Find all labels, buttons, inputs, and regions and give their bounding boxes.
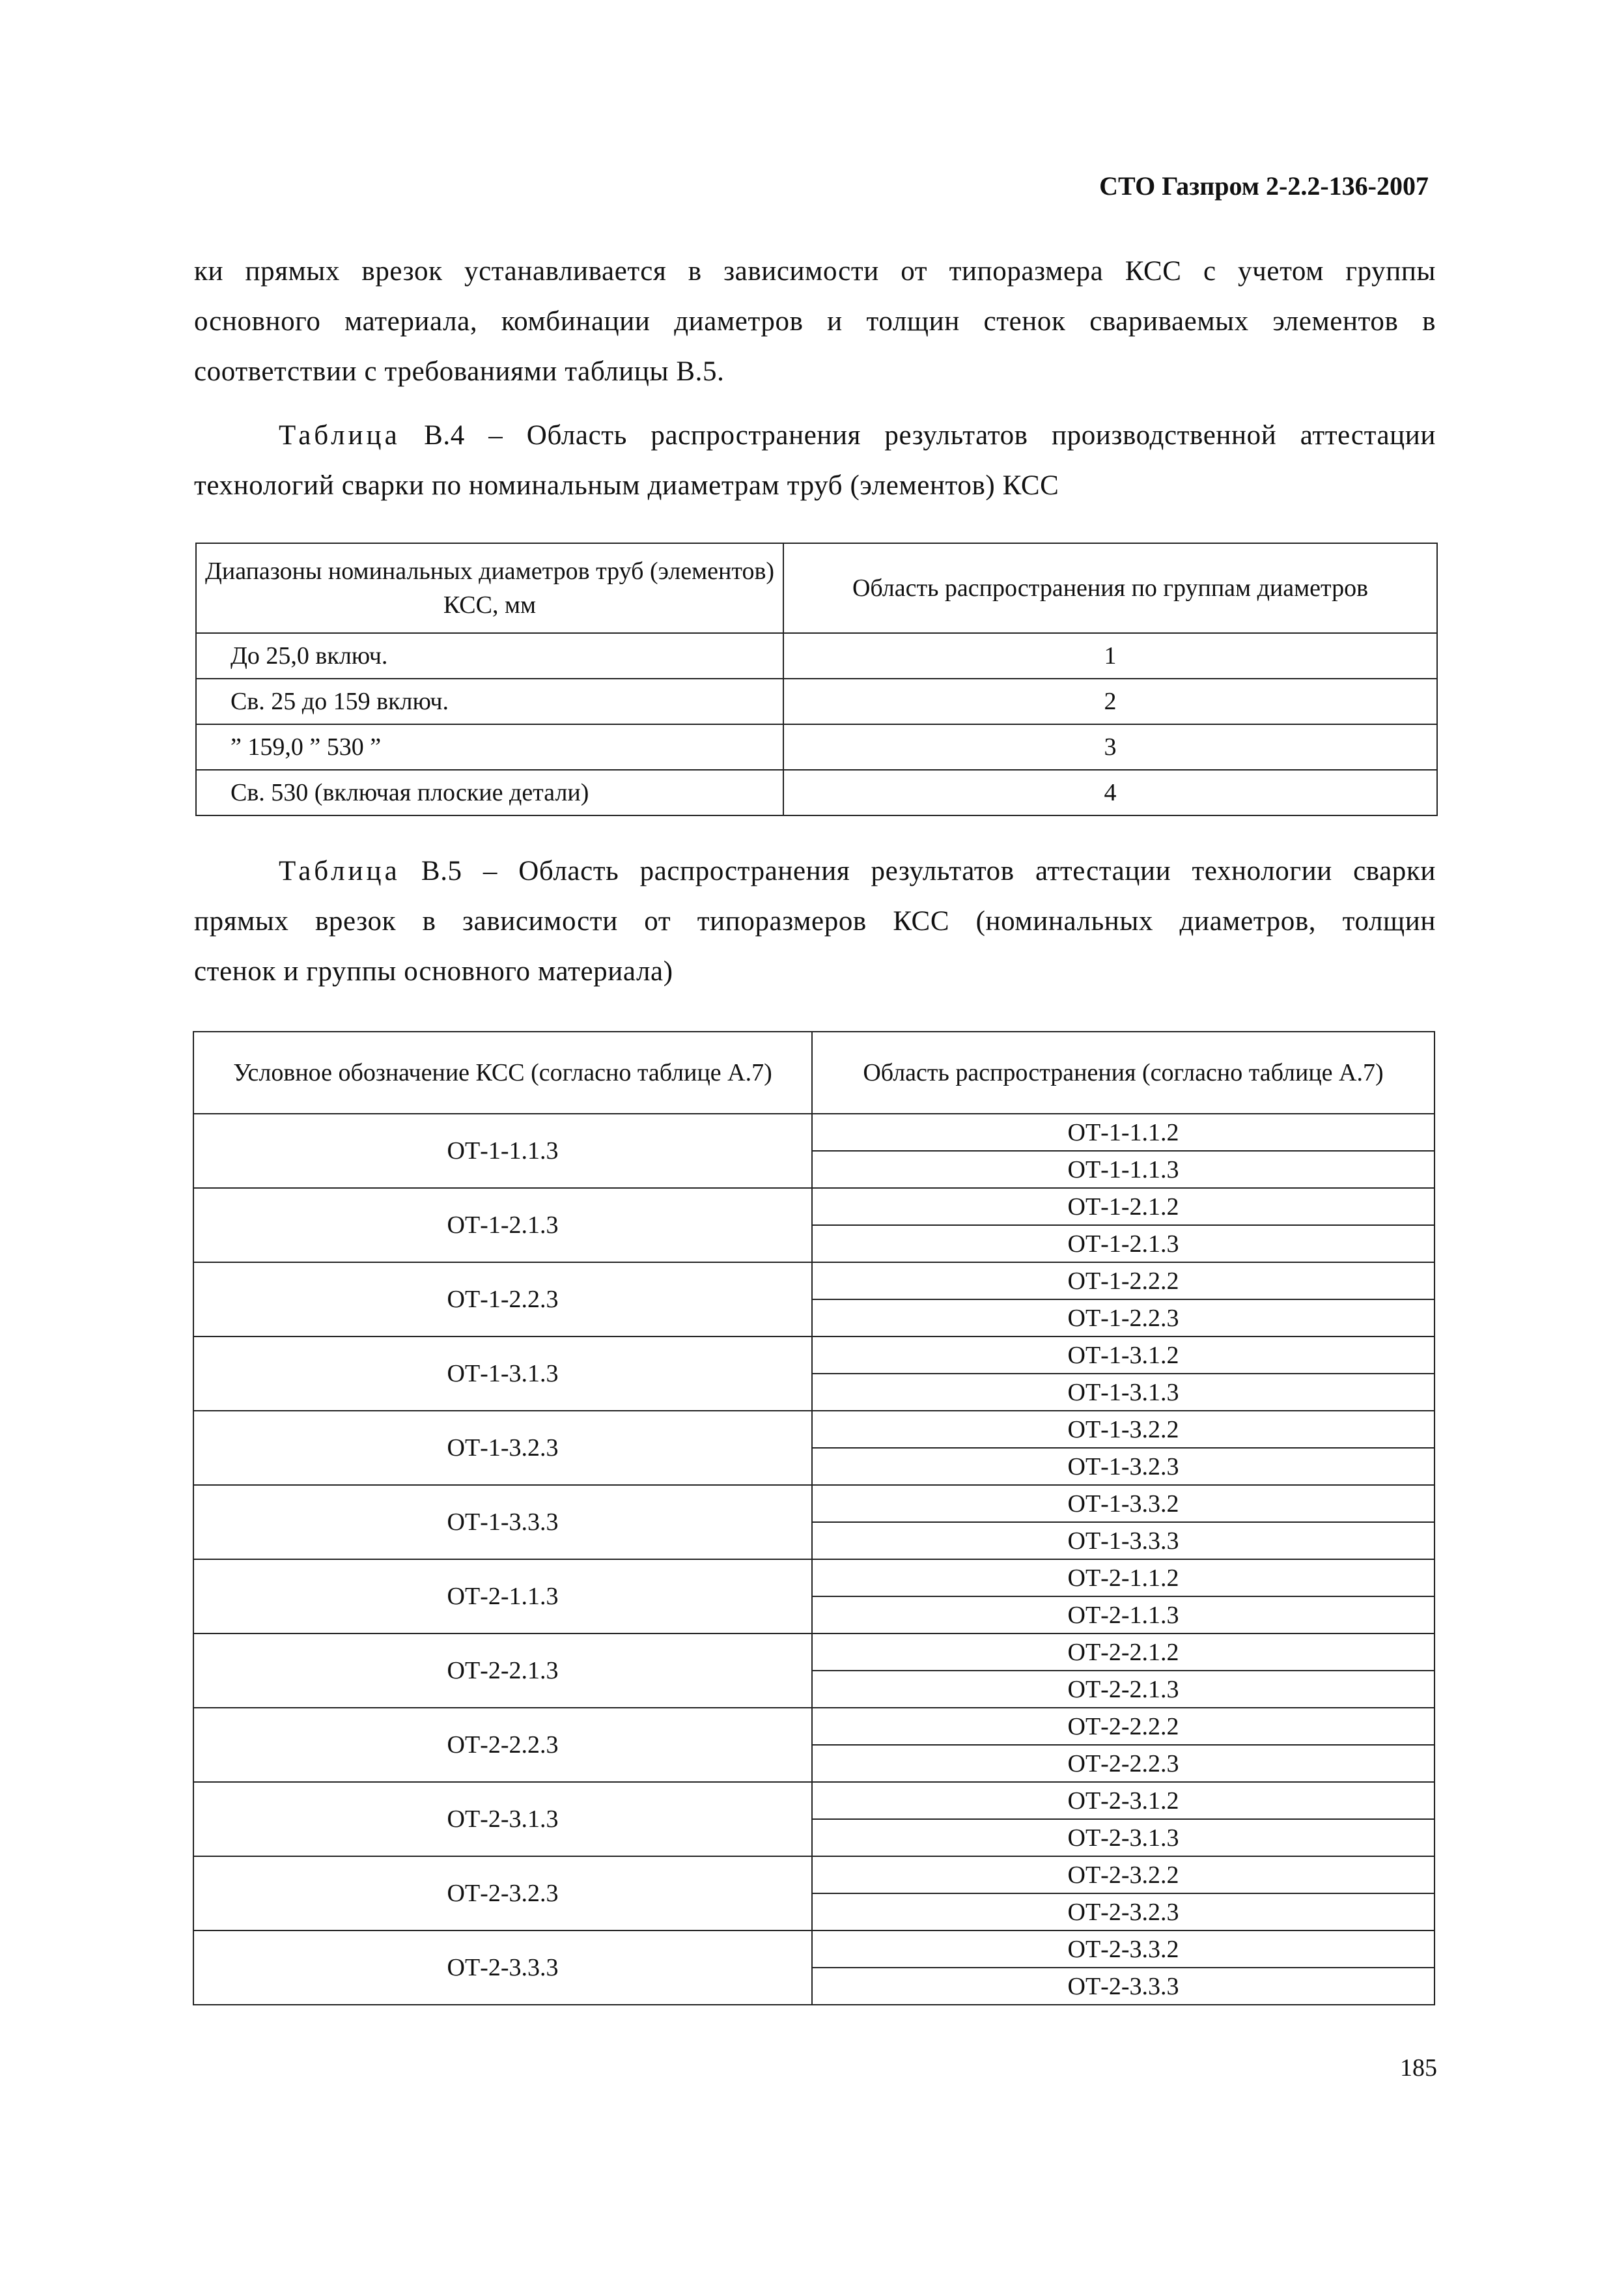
code-cell: ОТ-2-3.1.3: [193, 1782, 812, 1856]
scope-cell: ОТ-1-3.3.2: [812, 1485, 1435, 1522]
group-cell: 1: [783, 633, 1437, 679]
table-b4: [195, 543, 1438, 816]
table-row: [193, 1114, 1435, 1151]
range-cell: ” 159,0 ” 530 ”: [196, 724, 783, 770]
table-row: [193, 1856, 1435, 1893]
scope-cell: ОТ-2-3.2.2: [812, 1856, 1435, 1893]
intro-line: ки прямых врезок устанавливается в зависимости от типоразмера КСС с учетом группы: [194, 256, 1436, 287]
group-cell: 4: [783, 770, 1437, 815]
code-cell: ОТ-2-3.3.3: [193, 1930, 812, 2005]
table-b5-caption: [194, 846, 1436, 997]
scope-cell: ОТ-1-1.1.2: [812, 1114, 1435, 1151]
caption-line: [194, 410, 1436, 460]
code-cell: ОТ-2-2.2.3: [193, 1708, 812, 1782]
table-row: [193, 1708, 1435, 1745]
code-cell: ОТ-2-1.1.3: [193, 1559, 812, 1634]
table-row: [196, 679, 1437, 724]
code-cell: ОТ-1-2.1.3: [193, 1188, 812, 1262]
scope-cell: ОТ-1-1.1.3: [812, 1151, 1435, 1188]
scope-cell: ОТ-1-3.1.2: [812, 1336, 1435, 1374]
code-cell: ОТ-1-3.2.3: [193, 1411, 812, 1485]
table-row: [193, 1188, 1435, 1225]
scope-cell: ОТ-1-2.1.2: [812, 1188, 1435, 1225]
range-cell: Св. 530 (включая плоские детали): [196, 770, 783, 815]
table-row: [193, 1485, 1435, 1522]
column-header-code: Условное обозначение КСС (согласно таблице А.7): [193, 1032, 812, 1114]
column-header-scope: Область распространения по группам диаметров: [783, 543, 1437, 633]
scope-cell: ОТ-2-1.1.2: [812, 1559, 1435, 1596]
column-header-ranges: Диапазоны номинальных диаметров труб (элементов) КСС, мм: [196, 543, 783, 633]
caption-label: Таблица: [279, 420, 400, 451]
table-row: [193, 1411, 1435, 1448]
code-cell: ОТ-1-2.2.3: [193, 1262, 812, 1336]
table-header-row: [196, 543, 1437, 633]
scope-cell: ОТ-2-3.3.3: [812, 1968, 1435, 2005]
group-cell: 3: [783, 724, 1437, 770]
caption-line: [194, 846, 1436, 896]
range-cell: До 25,0 включ.: [196, 633, 783, 679]
table-row: [193, 1559, 1435, 1596]
column-header-scope: Область распространения (согласно таблице А.7): [812, 1032, 1435, 1114]
scope-cell: ОТ-2-2.1.3: [812, 1671, 1435, 1708]
table-row: [193, 1336, 1435, 1374]
scope-cell: ОТ-2-3.1.3: [812, 1819, 1435, 1856]
scope-cell: ОТ-1-3.1.3: [812, 1374, 1435, 1411]
table-b4-caption: [194, 410, 1436, 511]
scope-cell: ОТ-1-2.2.3: [812, 1299, 1435, 1336]
table-row: [196, 770, 1437, 815]
table-row: [196, 724, 1437, 770]
intro-paragraph: [194, 246, 1436, 397]
scope-cell: ОТ-2-2.2.2: [812, 1708, 1435, 1745]
table-header-row: [193, 1032, 1435, 1114]
code-cell: ОТ-1-1.1.3: [193, 1114, 812, 1188]
group-cell: 2: [783, 679, 1437, 724]
scope-cell: ОТ-1-3.3.3: [812, 1522, 1435, 1559]
caption-line: стенок и группы основного материала): [194, 956, 673, 987]
scope-cell: ОТ-2-1.1.3: [812, 1596, 1435, 1634]
scope-cell: ОТ-1-2.1.3: [812, 1225, 1435, 1262]
page-number: 185: [1400, 2054, 1437, 2082]
caption-text: В.4 – Область распространения результатов производственной аттестации: [400, 420, 1436, 451]
table-b5: [193, 1031, 1435, 2005]
code-cell: ОТ-1-3.3.3: [193, 1485, 812, 1559]
scope-cell: ОТ-1-3.2.2: [812, 1411, 1435, 1448]
scope-cell: ОТ-2-3.3.2: [812, 1930, 1435, 1968]
scope-cell: ОТ-2-3.2.3: [812, 1893, 1435, 1930]
caption-text: В.5 – Область распространения результатов аттестации технологии сварки: [400, 856, 1436, 886]
document-header: СТО Газпром 2-2.2-136-2007: [1099, 171, 1429, 201]
table-row: [196, 633, 1437, 679]
scope-cell: ОТ-2-2.1.2: [812, 1634, 1435, 1671]
table-row: [193, 1262, 1435, 1299]
intro-line: основного материала, комбинации диаметров и толщин стенок свариваемых элементов в: [194, 306, 1436, 337]
code-cell: ОТ-2-3.2.3: [193, 1856, 812, 1930]
caption-line: прямых врезок в зависимости от типоразмеров КСС (номинальных диаметров, толщин: [194, 906, 1436, 937]
scope-cell: ОТ-2-2.2.3: [812, 1745, 1435, 1782]
caption-line: технологий сварки по номинальным диаметрам труб (элементов) КСС: [194, 470, 1059, 501]
table-row: [193, 1930, 1435, 1968]
caption-label: Таблица: [279, 856, 400, 886]
scope-cell: ОТ-2-3.1.2: [812, 1782, 1435, 1819]
scope-cell: ОТ-1-2.2.2: [812, 1262, 1435, 1299]
code-cell: ОТ-1-3.1.3: [193, 1336, 812, 1411]
code-cell: ОТ-2-2.1.3: [193, 1634, 812, 1708]
table-row: [193, 1782, 1435, 1819]
table-row: [193, 1634, 1435, 1671]
scope-cell: ОТ-1-3.2.3: [812, 1448, 1435, 1485]
range-cell: Св. 25 до 159 включ.: [196, 679, 783, 724]
intro-line: соответствии с требованиями таблицы В.5.: [194, 356, 725, 387]
